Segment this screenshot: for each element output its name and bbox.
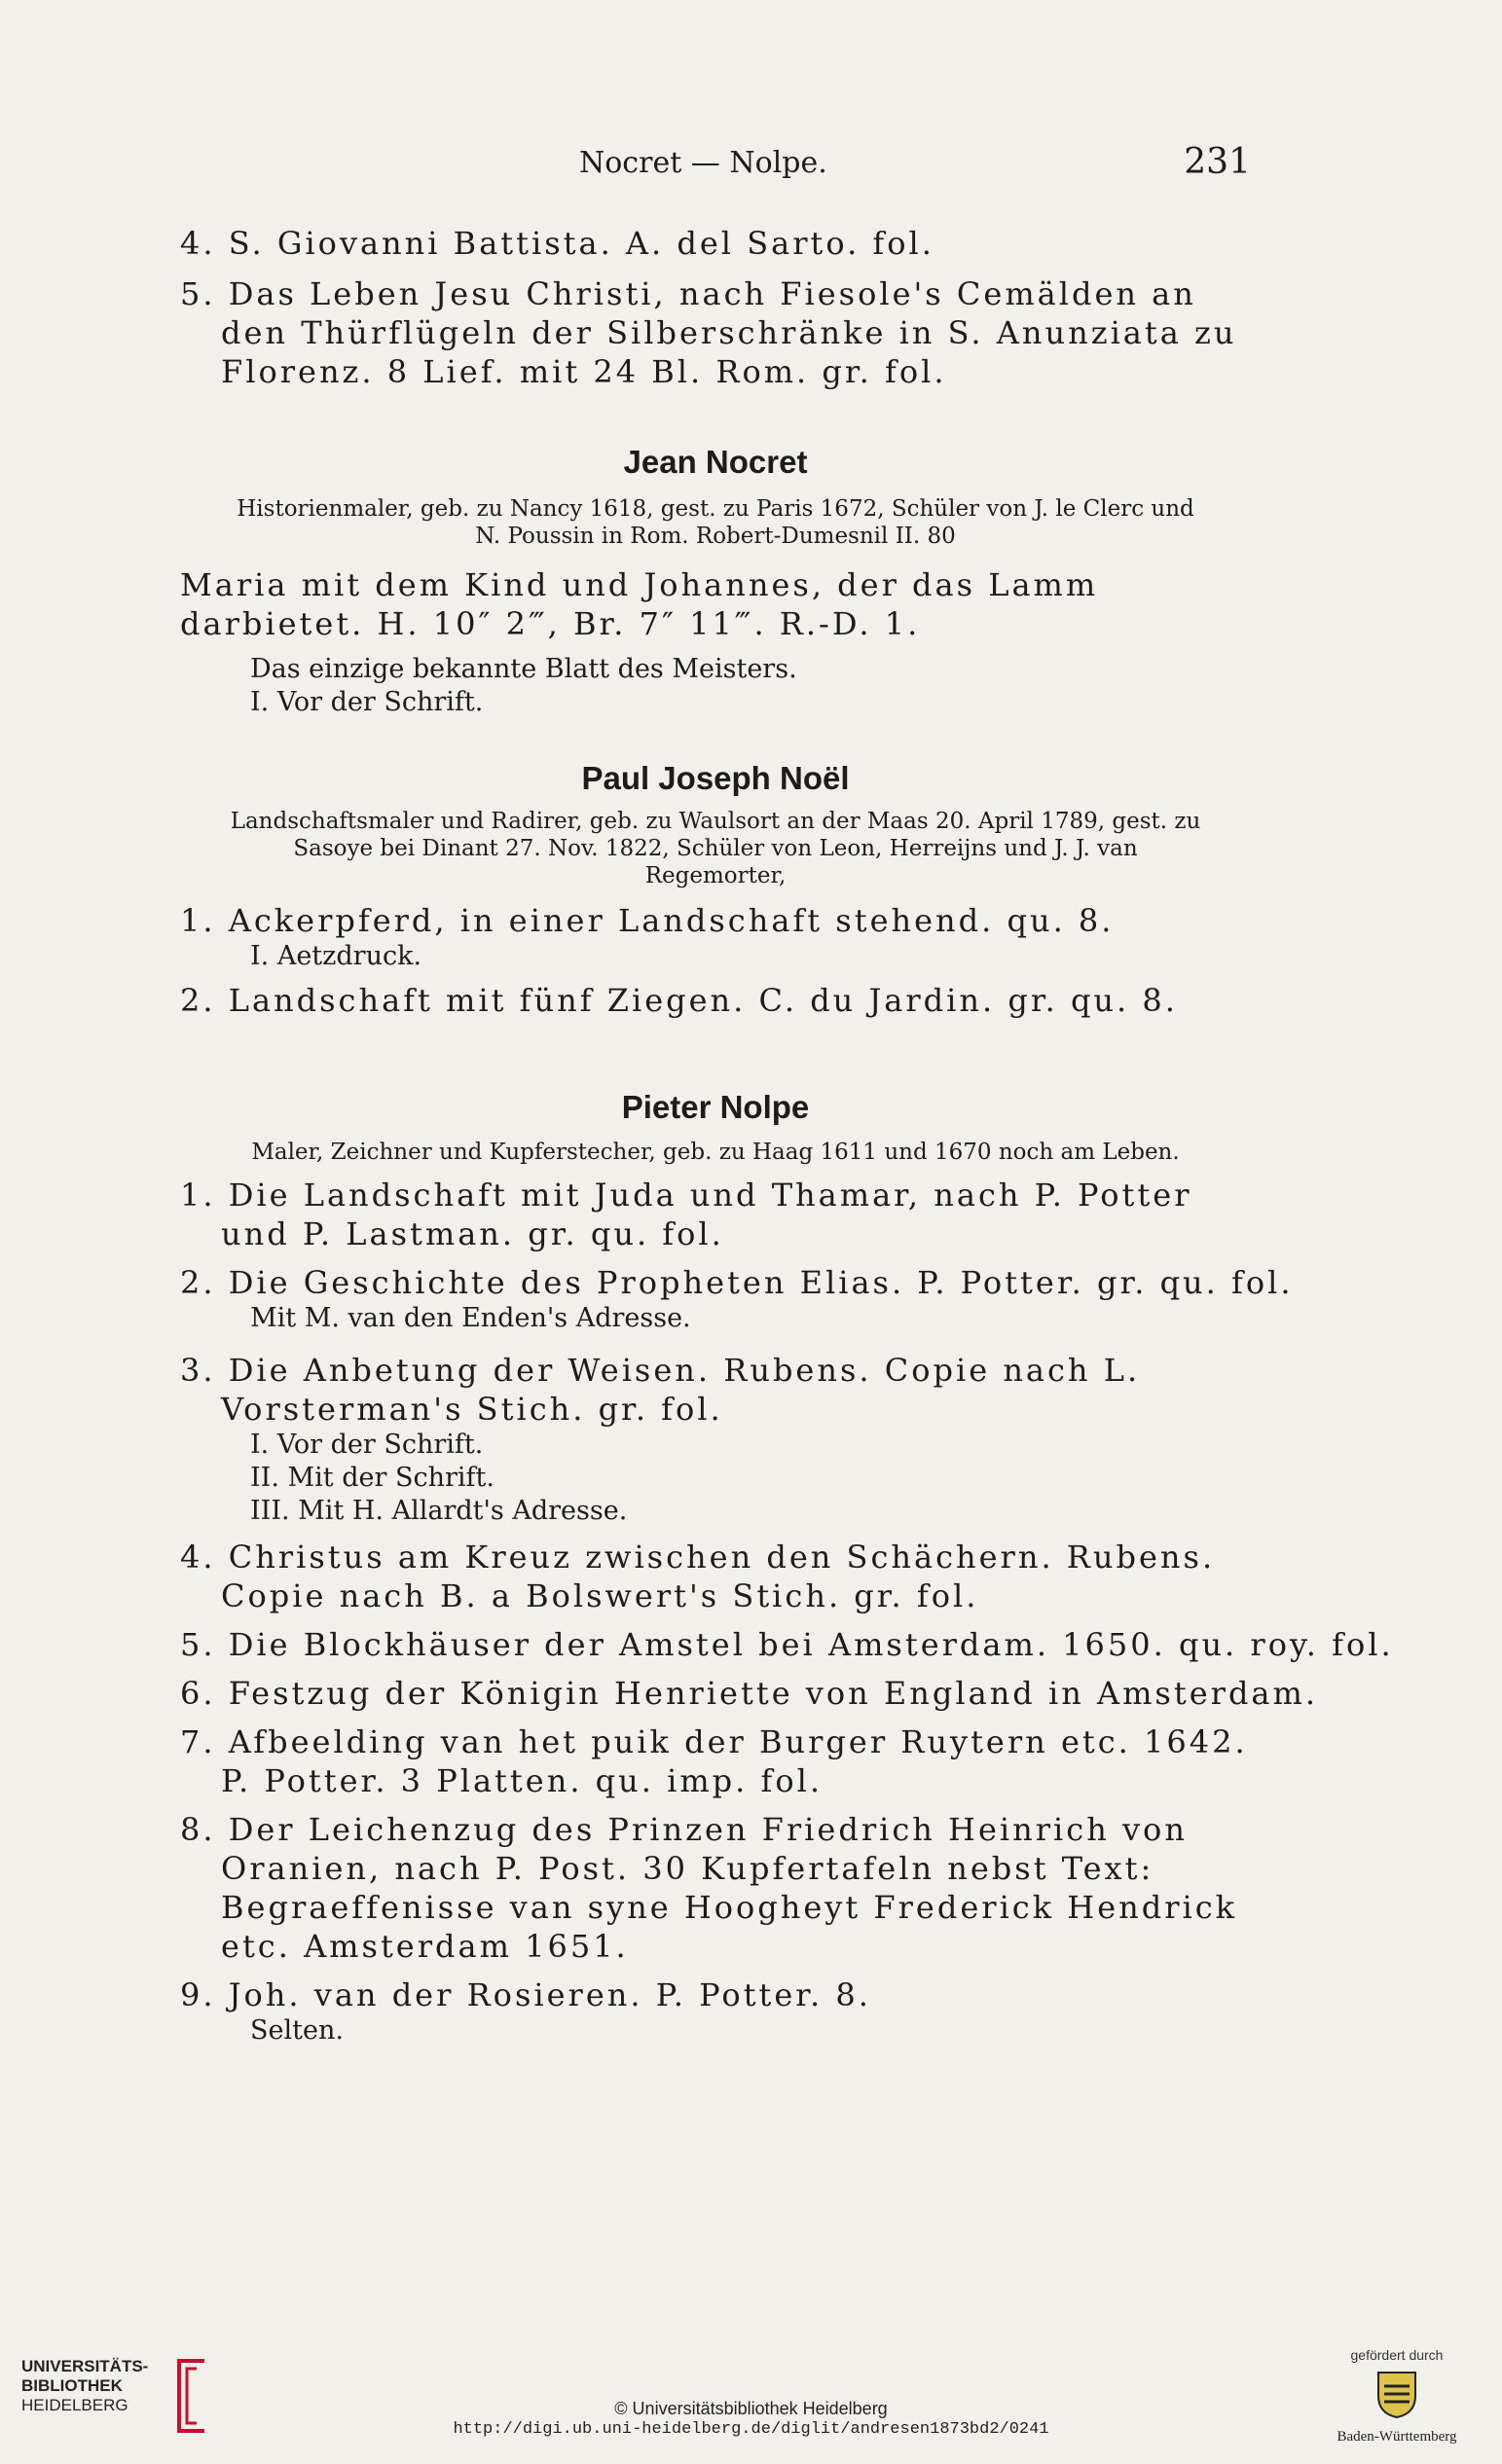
work-entry: 1. Ackerpferd, in einer Landschaft stehend. qu. 8. (180, 902, 1115, 939)
copyright-text: © Universitätsbibliothek Heidelberg (614, 2399, 888, 2418)
artist-bio: Maler, Zeichner und Kupferstecher, geb. zu Haag 1611 und 1670 noch am Leben. (251, 1140, 1180, 1165)
work-note: I. Vor der Schrift. (250, 687, 484, 717)
copyright-block (0, 2398, 1502, 2441)
work-note: III. Mit H. Allardt's Adresse. (250, 1496, 628, 1526)
entry-item: 4. S. Giovanni Battista. A. del Sarto. fol. (180, 225, 934, 262)
digitization-footer (0, 2328, 1502, 2464)
work-entry: 4. Christus am Kreuz zwischen den Schächern. Rubens. Copie nach B. a Bolswert's Stich. gr. fol. (180, 1539, 1216, 1614)
work-note: Das einzige bekannte Blatt des Meisters. (250, 654, 797, 684)
work-entry: 5. Die Blockhäuser der Amstel bei Amsterdam. 1650. qu. roy. fol. (180, 1626, 1394, 1663)
artist-heading: Pieter Nolpe (621, 1089, 810, 1125)
work-note: I. Aetzdruck. (250, 941, 422, 971)
artist-bio: Sasoye bei Dinant 27. Nov. 1822, Schüler von Leon, Herreijns und J. J. van (293, 836, 1138, 861)
funded-by-label: gefördert durch (1350, 2347, 1444, 2363)
artist-heading: Paul Joseph Noël (581, 760, 850, 796)
library-name-line: HEIDELBERG (21, 2396, 128, 2414)
continued-entries (180, 224, 1251, 391)
page-number: 231 (1184, 142, 1251, 182)
section-nolpe (180, 1088, 1394, 2047)
running-title: Nocret — Nolpe. (579, 146, 827, 180)
work-entry: 8. Der Leichenzug des Prinzen Friedrich Heinrich von Oranien, nach P. Post. 30 Kupfertafeln nebst Text: Begraeffenisse van syne Hoogheyt Frederick Hendrick etc. Amsterdam 1651. (180, 1811, 1238, 1965)
permalink[interactable]: http://digi.ub.uni-heidelberg.de/diglit/andresen1873bd2/0241 (453, 2420, 1049, 2439)
work-entry: 6. Festzug der Königin Henriette von England in Amsterdam. (180, 1675, 1319, 1712)
artist-bio: N. Poussin in Rom. Robert-Dumesnil II. 80 (475, 524, 956, 549)
work-note: I. Vor der Schrift. (250, 1430, 484, 1460)
section-nocret (180, 443, 1251, 719)
work-note: Mit M. van den Enden's Adresse. (250, 1303, 691, 1333)
funder-logo[interactable] (1319, 2347, 1475, 2446)
artist-bio: Landschaftsmaler und Radirer, geb. zu Waulsort an der Maas 20. April 1789, gest. zu (230, 809, 1201, 834)
work-entry: 7. Afbeelding van het puik der Burger Ruytern etc. 1642. P. Potter. 3 Platten. qu. imp. fol. (180, 1723, 1248, 1799)
library-name-line: BIBLIOTHEK (21, 2376, 123, 2395)
artist-bio: Regemorter, (644, 863, 787, 888)
work-entry: 2. Die Geschichte des Propheten Elias. P. Potter. gr. qu. fol. (180, 1264, 1294, 1301)
work-entry: 2. Landschaft mit fünf Ziegen. C. du Jardin. gr. qu. 8. (180, 982, 1178, 1019)
work-note: Selten. (250, 2015, 344, 2046)
work-entry: 9. Joh. van der Rosieren. P. Potter. 8. (180, 1976, 871, 2013)
artist-bio: Historienmaler, geb. zu Nancy 1618, gest. zu Paris 1672, Schüler von J. le Clerc und (237, 496, 1194, 522)
state-name: Baden-Württemberg (1337, 2429, 1457, 2445)
work-entry: Maria mit dem Kind und Johannes, der das Lamm darbietet. H. 10″ 2‴, Br. 7″ 11‴. R.-D. 1. (180, 566, 1099, 642)
artist-heading: Jean Nocret (623, 444, 808, 480)
coat-of-arms-icon (1374, 2369, 1419, 2419)
entry-item: 5. Das Leben Jesu Christi, nach Fiesole's Cemälden an den Thürflügeln der Silberschränke in S. Anunziata zu Florenz. 8 Lief. mit 24 Bl. Rom. gr. fol. (180, 275, 1237, 390)
library-name-line: UNIVERSITÄTS- (21, 2357, 149, 2375)
work-entry: 3. Die Anbetung der Weisen. Rubens. Copie nach L. Vorsterman's Stich. gr. fol. (180, 1352, 1141, 1428)
section-noel (180, 759, 1251, 1020)
work-entry: 1. Die Landschaft mit Juda und Thamar, nach P. Potter und P. Lastman. gr. qu. fol. (180, 1177, 1192, 1252)
work-note: II. Mit der Schrift. (250, 1463, 495, 1493)
page-header (180, 142, 1251, 195)
